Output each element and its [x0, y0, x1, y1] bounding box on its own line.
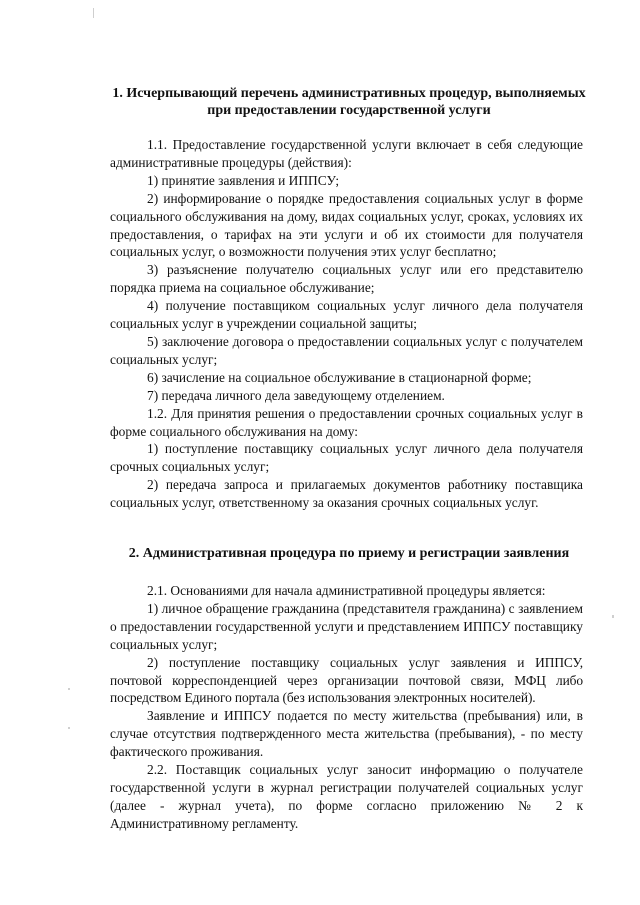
- list-item: 4) получение поставщиком социальных услуг личного дела получателя социальных услуг в учреждении социальной защиты;: [110, 298, 583, 332]
- list-item: 2) информирование о порядке предоставления социальных услуг в форме социального обслуживания на дому, видах социальных услуг, сроках, условиях их предоставления, о тарифах на эти услуги и об их стоимости для получателя социальных услуг, о возможности получения этих услуг бесплатно;: [110, 190, 583, 260]
- list-item: 1) принятие заявления и ИППСУ;: [147, 172, 340, 188]
- scan-mark: [612, 615, 614, 618]
- paragraph: 2.2. Поставщик социальных услуг заносит информацию о получателе государственной услуги в журнал регистрации получателей социальных услуг (далее - журнал учета), по форме согласно приложению № 2 к Административному регламенту.: [110, 762, 583, 831]
- section-1-body: [110, 136, 583, 512]
- paragraph: 2.1. Основаниями для начала административной процедуры является:: [147, 583, 546, 598]
- list-item: 3) разъяснение получателю социальных услуг или его представителю порядка приема на социальное обслуживание;: [110, 262, 583, 296]
- list-item: 6) зачисление на социальное обслуживание в стационарной форме;: [147, 369, 532, 385]
- list-item: 5) заключение договора о предоставлении социальных услуг с получателем социальных услуг;: [110, 333, 583, 367]
- scan-mark: [68, 727, 70, 729]
- section-2-heading: 2. Административная процедура по приему и регистрации заявления: [128, 546, 570, 561]
- paragraph: Заявление и ИППСУ подается по месту жительства (пребывания) или, в случае отсутствия подтвержденного места жительства (пребывания), - по месту фактического проживания.: [110, 708, 583, 760]
- list-item: 1) личное обращение гражданина (представителя гражданина) с заявлением о предоставлении государственной услуги и представлением ИППСУ поставщику социальных услуг;: [110, 600, 583, 652]
- scan-mark: [68, 688, 70, 690]
- list-item: 2) передача запроса и прилагаемых документов работнику поставщика социальных услуг, ответственному за оказания срочных социальных услуг.: [110, 477, 583, 511]
- list-item: 1) поступление поставщику социальных услуг личного дела получателя срочных социальных услуг;: [110, 441, 583, 475]
- section-2-body: [110, 582, 583, 833]
- scan-mark: [93, 8, 94, 18]
- paragraph: 1.2. Для принятия решения о предоставлении срочных социальных услуг в форме социального обслуживания на дому:: [110, 405, 583, 439]
- list-item: 2) поступление поставщику социальных услуг заявления и ИППСУ, почтовой корреспонденцией через организации почтовой связи, МФЦ либо посредством Единого портала (без использования электронных носителей).: [110, 654, 583, 706]
- paragraph: 1.1. Предоставление государственной услуги включает в себя следующие административные процедуры (действия):: [110, 137, 583, 170]
- section-1-heading: 1. Исчерпывающий перечень административных процедур, выполняемых при предоставлении государственной услуги: [112, 86, 586, 118]
- list-item: 7) передача личного дела заведующему отделением.: [147, 387, 445, 403]
